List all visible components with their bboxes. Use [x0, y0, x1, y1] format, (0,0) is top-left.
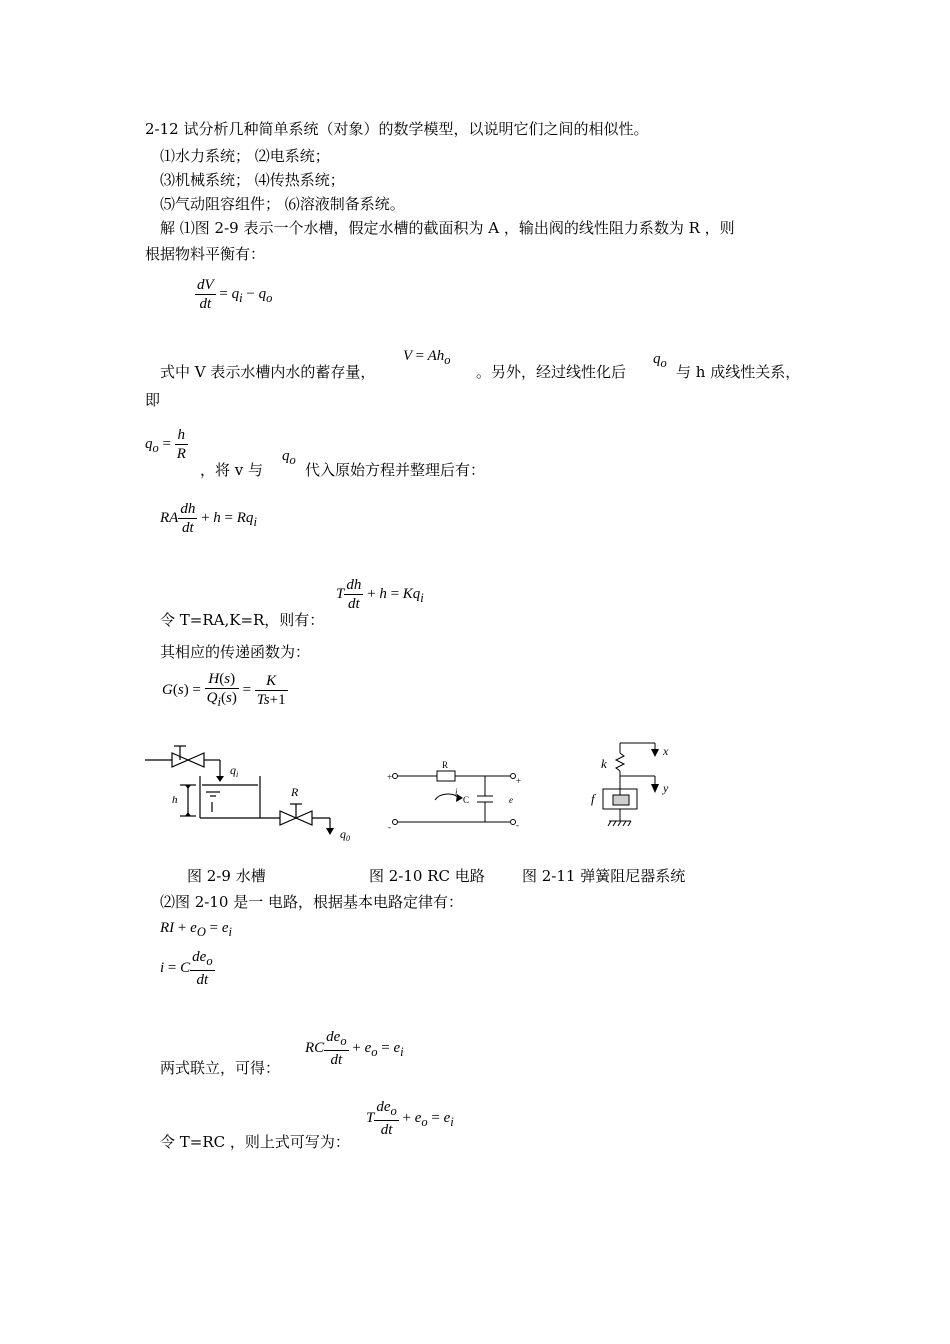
let-t-ra-text: 令 T=RA,K=R，则有：	[160, 611, 325, 629]
tank-q0-label: $q_0$	[340, 827, 350, 843]
rc-plus-right: +	[516, 776, 522, 786]
problem-item-1: ⑴水力系统； ⑵电系统；	[160, 147, 330, 165]
solution-intro-1: 解 ⑴图 2-9 表示一个水槽，假定水槽的截面积为 A ，输出阀的线性阻力系数为 R ，则	[160, 219, 735, 237]
equation-ra-dhdt: RA $\frac{dh}{dt}$ + $h = Rq_i$	[160, 501, 257, 536]
equation-i-c: i = C $\frac{de_o}{dt}$	[160, 949, 213, 988]
figure-water-tank	[140, 740, 380, 850]
equation-t-deo: T $\frac{de_o}{dt}$ + $e_o = e_i$	[366, 1099, 454, 1138]
tank-h-label: h	[172, 794, 178, 806]
ji-text: 即	[145, 391, 161, 409]
equation-t-dhdt: T $\frac{dh}{dt}$ + $h = Kq_i$	[336, 577, 424, 612]
rc-eo-label: e	[509, 795, 513, 805]
problem-heading: 2-12 试分析几种简单系统（对象）的数学模型，以说明它们之间的相似性。	[145, 120, 649, 138]
spring-y-label: y	[663, 781, 669, 795]
caption-fig-2-11: 图 2-11 弹簧阻尼器系统	[522, 867, 686, 885]
combine-text: 两式联立，可得：	[160, 1059, 281, 1077]
linear-relation-text: 与 h 成线性关系，	[676, 363, 801, 381]
let-t-rc-text: 令 T=RC ，则上式可写为：	[160, 1133, 350, 1151]
solution-intro-2: 根据物料平衡有：	[145, 245, 266, 263]
figure-spring-damper	[585, 735, 685, 835]
equation-mass-balance: $\frac{dV}{dt}$ = $q_i - q_o$	[197, 277, 273, 312]
symbol-qo: $q_o$	[653, 351, 667, 370]
spring-x-label: x	[663, 744, 669, 758]
spring-f-label: f	[591, 791, 595, 806]
equation-v-ah: $V = Ah_o$	[403, 348, 451, 367]
problem-item-2: ⑶机械系统； ⑷传热系统；	[160, 171, 345, 189]
rc-minus-right: -	[516, 820, 519, 830]
rc-plus-left: +	[387, 772, 393, 782]
equation-rc-deo: RC $\frac{de_o}{dt}$ + $e_o = e_i$	[305, 1029, 404, 1068]
rc-r-label: R	[442, 760, 449, 770]
electrical-intro-text: ⑵图 2-10 是一 电路，根据基本电路定律有：	[160, 893, 464, 911]
caption-fig-2-10: 图 2-10 RC 电路	[369, 867, 485, 885]
symbol-qo-2: $q_o$	[282, 448, 296, 467]
equation-ri-eo: RI + $e_O = e_i$	[160, 920, 232, 939]
caption-fig-2-9: 图 2-9 水槽	[187, 867, 266, 885]
rc-minus-left: -	[388, 822, 391, 832]
rc-i-label: i	[455, 787, 458, 797]
v-definition-text: 式中 V 表示水槽内水的蓄存量，	[160, 363, 376, 381]
transfer-function-text: 其相应的传递函数为：	[160, 643, 311, 661]
substitute-text-a: ，将 v 与	[200, 461, 264, 479]
figure-rc-circuit	[385, 758, 530, 838]
tank-r-label: R	[291, 785, 299, 799]
linearization-text: 。另外，经过线性化后	[476, 363, 627, 381]
equation-qo-h-r: $q_o$ = $\frac{h}{R}$	[145, 427, 186, 462]
equation-transfer-function: G(s) = $\frac{H(s)}{Q_i(s)}$ = $\frac{K}{Ts+1}$	[162, 671, 286, 709]
tank-qi-label: $q_i$	[230, 763, 239, 779]
rc-c-label: C	[463, 795, 470, 805]
problem-item-3: ⑸气动阻容组件； ⑹溶液制备系统。	[160, 195, 405, 213]
spring-k-label: k	[601, 756, 607, 771]
substitute-text-b: 代入原始方程并整理后有：	[305, 461, 486, 479]
